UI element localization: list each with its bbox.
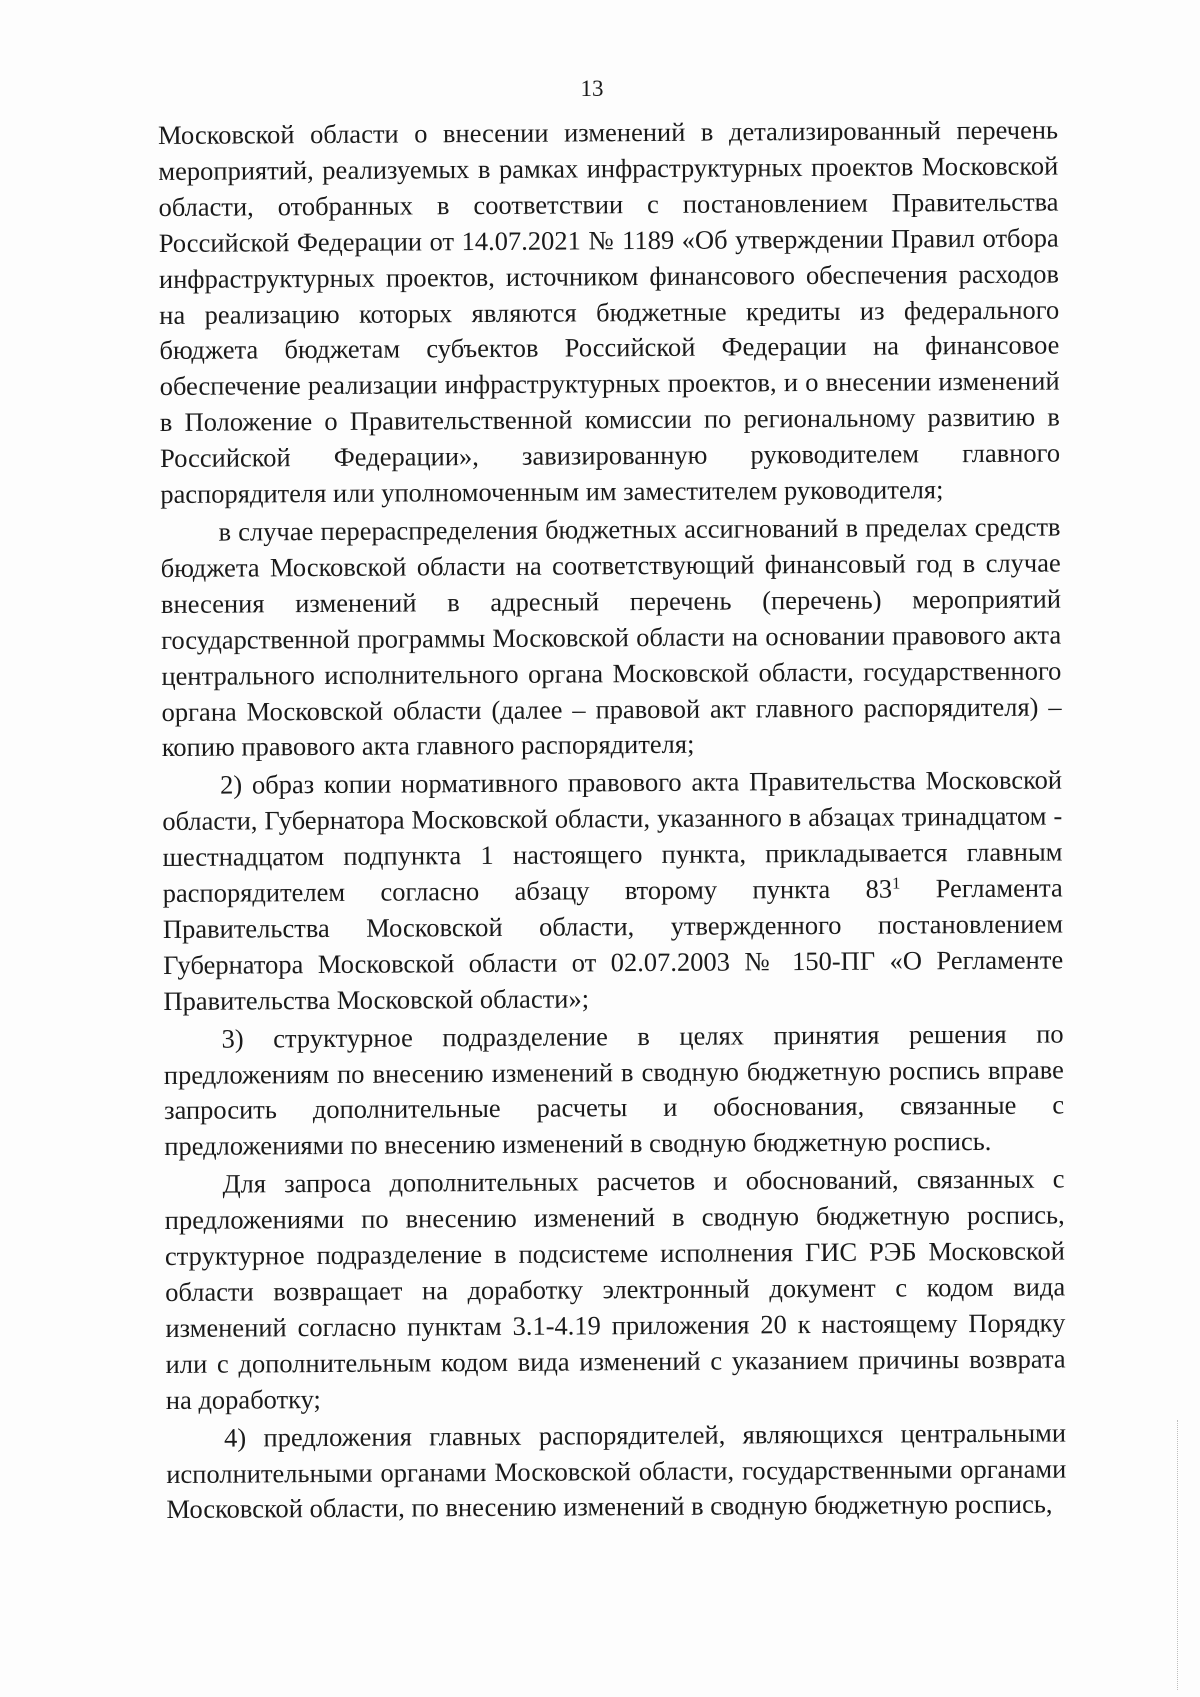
paragraph-item-3: 3) структурное подразделение в целях принятия решения по предложениям по внесению изменений в сводную бюджетную роспись вправе запросить дополнительные расчеты и обоснования, связанные с предложениями по внесению изменений в сводную бюджетную роспись. — [163, 1018, 1065, 1162]
paragraph-item-2-text: 2) образ копии нормативного правового акта Правительства Московской области, Губернатора Московской области, указанного в абзацах тринадцатом - шестнадцатом подпункта 1 настоящего пункта, прикладывается главным распорядителем согласно абзацу второму пункта 83 — [162, 764, 1063, 909]
paragraph-item-2-tail: Регламента Правительства Московской области, утвержденного постановлением Губернатора Московской области от 02.07.2003 № 150-ПГ «О Регламенте Правительства Московской области»; — [162, 872, 1064, 1016]
superscript-one: 1 — [892, 873, 901, 893]
paragraph-request: Для запроса дополнительных расчетов и обоснований, связанных с предложениями по внесению изменений в сводную бюджетную роспись, структурное подразделение в подсистеме исполнения ГИС РЭБ Московской области возвращает на доработку электронный документ с кодом вида изменений согласно пунктам 3.1-4.19 приложения 20 к настоящему Порядку или с дополнительным кодом вида изменений с указанием причины возврата на доработку; — [164, 1163, 1066, 1415]
paragraph-item-4: 4) предложения главных распорядителей, являющихся центральными исполнительными органами Московской области, государственными органами Московской области, по внесению изменений в сводную бюджетную роспись, — [166, 1417, 1067, 1525]
scan-edge-mark — [1176, 1420, 1178, 1690]
paragraph-redistribution: в случае перераспределения бюджетных ассигнований в пределах средств бюджета Московской области на соответствующий финансовый год в случае внесения изменений в адресный перечень (перечень) мероприятий государственной программы Московской области на основании правового акта центрального исполнительного органа Московской области, государственного органа Московской области (далее – правовой акт главного распорядителя) – копию правового акта главного распорядителя; — [160, 511, 1062, 763]
paragraph-item-2 — [162, 763, 1064, 1020]
page-number: 13 — [580, 76, 604, 101]
paragraph-continuation: Московской области о внесении изменений в детализированный перечень мероприятий, реализуемых в рамках инфраструктурных проектов Московской области, отобранных в соответствии с постановлением Правительства Российской Федерации от 14.07.2021 № 1189 «Об утверждении Правил отбора инфраструктурных проектов, источником финансового обеспечения расходов на реализацию которых являются бюджетные кредиты из федерального бюджета бюджетам субъектов Российской Федерации на финансовое обеспечение реализации инфраструктурных проектов, и о внесении изменений в Положение о Правительственной комиссии по региональному развитию в Российской Федерации», завизированную руководителем главного распорядителя или уполномоченным им заместителем руководителя; — [158, 114, 1061, 510]
document-body — [158, 113, 1067, 1529]
